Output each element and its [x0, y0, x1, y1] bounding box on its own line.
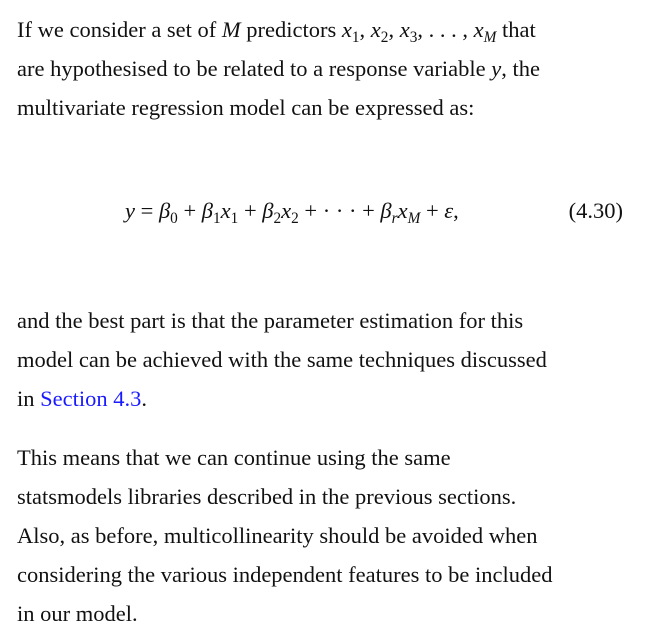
section-link[interactable]: Section 4.3: [40, 386, 142, 411]
statsmodels-line-1: This means that we can continue using the same: [17, 445, 451, 470]
regression-equation: $y = \beta_0 + \beta_1x_1 + \beta_2x_2$ + · · · + $\beta_rx_M + \varepsilon$,: [125, 198, 459, 228]
estimation-line-3: in Section 4.3.: [17, 386, 148, 411]
intro-paragraph: [17, 10, 637, 127]
equation-number: (4.30): [568, 198, 623, 223]
equation-block: [17, 127, 637, 301]
symbol-M: M: [221, 17, 241, 42]
estimation-line-2: model can be achieved with the same techniques discussed: [17, 347, 547, 372]
statsmodels-line-5: in our model.: [17, 601, 138, 626]
intro-line-2: are hypothesised to be related to a response variable y, the: [17, 56, 540, 81]
symbol-y: y: [491, 56, 502, 81]
intro-line-3: multivariate regression model can be expressed as:: [17, 95, 475, 120]
statsmodels-line-2: statsmodels libraries described in the previous sections.: [17, 484, 517, 509]
statsmodels-line-4: considering the various independent features to be included: [17, 562, 553, 587]
statsmodels-paragraph: [17, 438, 637, 633]
intro-line-1: If we consider a set of M predictors $x_1$, $x_2$, $x_3$, . . . , $x_M$ that: [17, 17, 536, 47]
paragraph-spacer: [17, 418, 637, 438]
estimation-paragraph: [17, 301, 637, 418]
estimation-line-1: and the best part is that the parameter estimation for this: [17, 308, 524, 333]
document-page: [17, 10, 637, 633]
statsmodels-line-3: Also, as before, multicollinearity should be avoided when: [17, 523, 538, 548]
predictor-list: $x_1$, $x_2$, $x_3$, . . . , $x_M$: [341, 17, 497, 47]
